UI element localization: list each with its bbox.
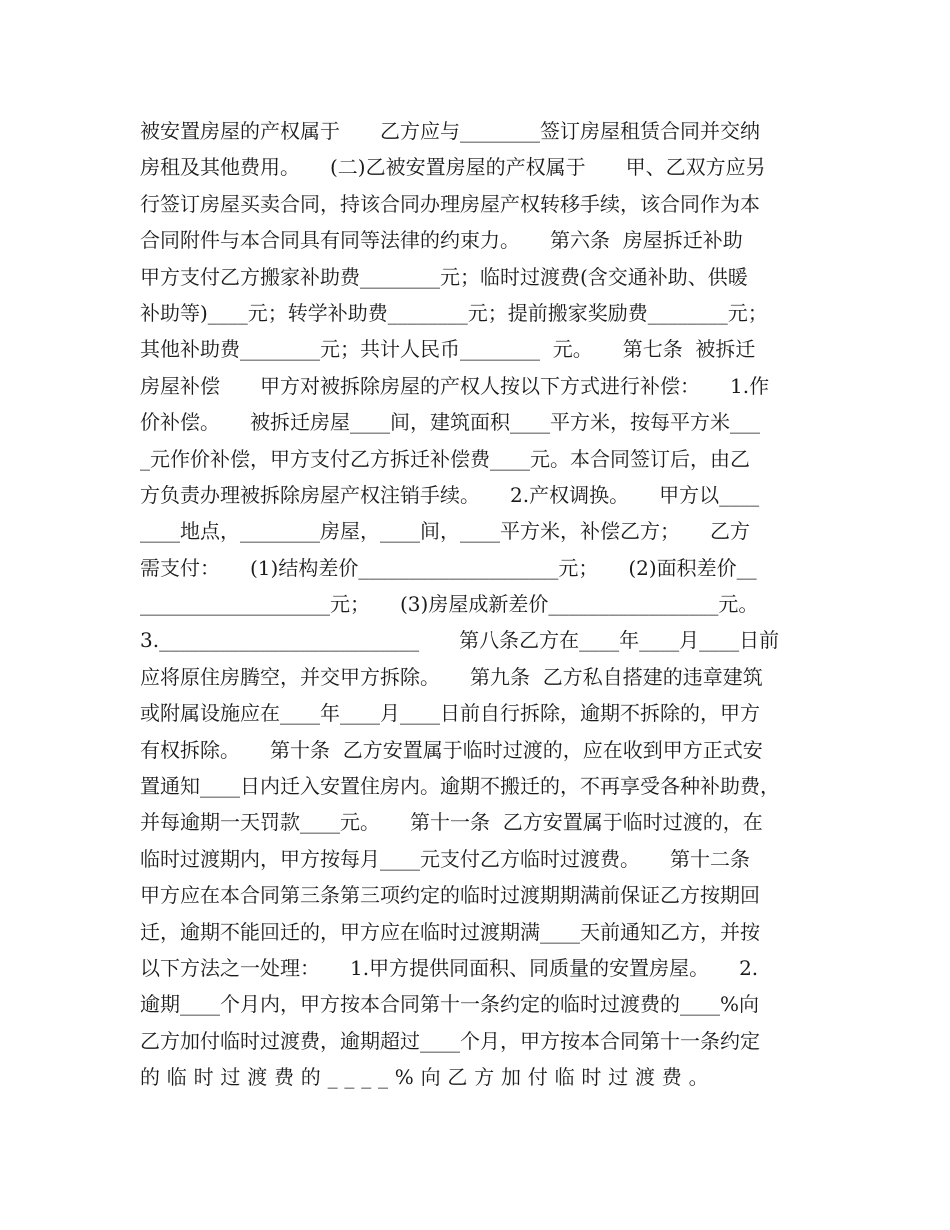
text-line: 价补偿。 被拆迁房屋____间，建筑面积____平方米，按每平方米___	[140, 410, 760, 435]
text-line: 行签订房屋买卖合同，持该合同办理房屋产权转移手续，该合同作为本	[140, 191, 760, 216]
contract-text-body	[140, 113, 812, 1096]
text-line: 逾期____个月内，甲方按本合同第十一条约定的临时过渡费的____%向	[140, 992, 760, 1017]
text-line: 方负责办理被拆除房屋产权注销手续。 2.产权调换。 甲方以____	[140, 482, 760, 507]
text-line: ____地点，________房屋，____间，____平方米，补偿乙方； 乙方	[140, 519, 750, 544]
text-line: 其他补助费________元；共计人民币________ 元。 第七条 被拆迁	[140, 337, 756, 362]
text-line: 乙方加付临时过渡费，逾期超过____个月，甲方按本合同第十一条约定	[140, 1028, 760, 1053]
text-line: 迁，逾期不能回迁的，甲方应在临时过渡期满____天前通知乙方，并按	[140, 919, 760, 944]
text-line: 甲方应在本合同第三条第三项约定的临时过渡期期满前保证乙方按期回	[140, 883, 760, 908]
text-line: 补助等)____元；转学补助费________元；提前搬家奖励费________元；	[140, 300, 768, 325]
text-line: 合同附件与本合同具有同等法律的约束力。 第六条 房屋拆迁补助	[140, 228, 743, 253]
text-line: 置通知____日内迁入安置住房内。逾期不搬迁的，不再享受各种补助费，	[140, 774, 780, 799]
text-line: 并每逾期一天罚款____元。 第十一条 乙方安置属于临时过渡的，在	[140, 810, 763, 835]
text-line: 临时过渡期内，甲方按每月____元支付乙方临时过渡费。 第十二条	[140, 846, 750, 871]
text-line: 应将原住房腾空，并交甲方拆除。 第九条 乙方私自搭建的违章建筑	[140, 664, 763, 689]
text-line: 以下方法之一处理： 1.甲方提供同面积、同质量的安置房屋。 2.	[140, 955, 759, 980]
text-line: 房租及其他费用。 (二)乙被安置房屋的产权属于 甲、乙双方应另	[140, 155, 766, 180]
text-line: _元作价补偿，甲方支付乙方拆迁补偿费____元。本合同签订后，由乙	[140, 446, 750, 471]
text-line: 甲方支付乙方搬家补助费________元；临时过渡费(含交通补助、供暖	[140, 264, 748, 289]
text-line: 3.__________________________ 第八条乙方在____年____月____日前	[140, 628, 780, 653]
text-line: ___________________元； (3)房屋成新差价_________________元。	[140, 592, 759, 617]
text-line: 的临时过渡费的____%向乙方加付临时过渡费。	[140, 1065, 716, 1090]
text-line: 房屋补偿 甲方对被拆除房屋的产权人按以下方式进行补偿： 1.作	[140, 373, 770, 398]
text-line: 需支付： (1)结构差价____________________元； (2)面积差价__	[140, 555, 757, 580]
text-line: 被安置房屋的产权属于 乙方应与________签订房屋租赁合同并交纳	[140, 119, 760, 143]
text-line: 或附属设施应在____年____月____日前自行拆除，逾期不拆除的，甲方	[140, 701, 760, 726]
text-line: 有权拆除。 第十条 乙方安置属于临时过渡的，应在收到甲方正式安	[140, 737, 763, 762]
